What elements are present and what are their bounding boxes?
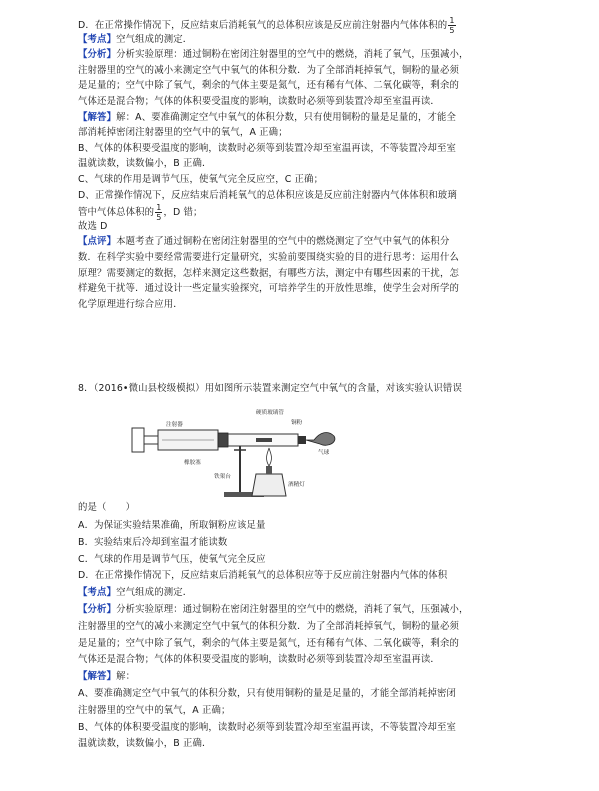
balloon	[306, 433, 335, 446]
line-text: A．为保证实验结果准确，所取铜粉应该足量	[78, 520, 266, 531]
line-text: A、要准确测定空气中氧气的体积分数，只有使用铜粉的量是足量的，才能全部消耗掉密闭	[78, 688, 457, 699]
line-text: 管中气体总体积的	[78, 207, 155, 219]
line-text: 8．（2016•微山县校级模拟）用如图所示装置来测定空气中氧气的含量，对该实验认识错误	[78, 383, 462, 394]
text-line	[78, 500, 524, 515]
text-line	[78, 686, 524, 701]
line-text: C．气球的作用是调节气压，使氧气完全反应	[78, 553, 266, 565]
text-line	[78, 636, 524, 651]
text-line	[78, 188, 524, 203]
text-line	[78, 78, 524, 93]
line-text: 空气组成的测定．	[116, 33, 193, 45]
text-line	[78, 32, 524, 47]
label-glass-tube: 硬质玻璃管	[256, 410, 284, 416]
syringe	[132, 428, 228, 452]
apparatus-figure	[128, 402, 346, 500]
text-line	[78, 110, 524, 125]
text-line	[78, 381, 524, 396]
section-tag: 【考点】	[78, 587, 117, 599]
text-line	[78, 125, 524, 140]
label-lamp: 酒精灯	[288, 482, 305, 488]
fraction-denominator: 5	[449, 26, 455, 35]
line-text: 气体还是混合物；气体的体积要受温度的影响，读数时必须等到装置冷却至室温再读．	[78, 96, 440, 107]
line-text: 注射器里的空气中的氧气，A 正确；	[78, 704, 231, 716]
line-text: 样避免干扰等．通过设计一些定量实验探究，可培养学生的开放性思维，使学生会对所学的	[78, 283, 460, 295]
line-text: 部消耗掉密闭注射器里的空气中的氧气，A 正确；	[78, 127, 288, 139]
text-line	[78, 172, 524, 187]
line-text: 故选 D	[78, 220, 108, 232]
text-line	[78, 281, 524, 296]
text-line	[78, 234, 524, 249]
text-line	[78, 703, 524, 718]
section-tag: 【解答】	[78, 671, 117, 683]
section-tag: 【点评】	[78, 236, 117, 248]
text-line	[78, 736, 524, 751]
label-copper: 铜粉	[291, 420, 303, 426]
line-text: 温就读数，读数偏小，B 正确．	[78, 738, 212, 750]
fraction-numerator: 1	[449, 16, 455, 25]
section-tag: 【分析】	[78, 604, 117, 615]
line-text: D．在正常操作情况下，反应结束后消耗氧气的总体积应该是反应前注射器内气体体积的	[78, 20, 448, 31]
text-line	[78, 266, 524, 281]
line-text: 注射器里的空气的减小来测定空气中氧气的体积分数．为了全部消耗掉氧气，铜粉的量必须	[78, 64, 460, 76]
label-balloon: 气球	[318, 450, 330, 456]
line-text: 解：A、要准确测定空气中氧气的体积分数，只有使用铜粉的量是足量的，才能全	[116, 111, 457, 123]
text-line	[78, 602, 524, 617]
text-line	[78, 141, 524, 156]
line-text: 注射器里的空气的减小来测定空气中氧气的体积分数．为了全部消耗掉氧气，铜粉的量必须	[78, 620, 460, 632]
section-tag: 【解答】	[78, 111, 117, 123]
line-text: B、气体的体积要受温度的影响，读数时必须等到装置冷却至室温再读，不等装置冷却至室	[78, 142, 457, 154]
glass-tube	[228, 434, 306, 446]
line-text: D．在正常操作情况下，反应结束后消耗氧气的总体积应等于反应前注射器内气体的体积	[78, 570, 448, 582]
text-line	[78, 63, 524, 78]
fraction-numerator: 1	[156, 203, 162, 213]
line-text: 气体还是混合物；气体的体积要受温度的影响，读数时必须等到装置冷却至室温再读．	[78, 654, 440, 666]
alcohol-lamp	[252, 448, 286, 496]
text-line	[78, 156, 524, 171]
section-tag: 【考点】	[78, 33, 117, 45]
text-line	[78, 568, 524, 583]
line-text: C、气球的作用是调节气压，使氧气完全反应空，C 正确；	[78, 174, 324, 185]
text-line	[78, 94, 524, 109]
line-text-after: ，D 错；	[163, 207, 203, 219]
text-line	[78, 552, 524, 567]
text-line	[78, 219, 524, 234]
label-syringe: 注射器	[166, 422, 183, 428]
line-text: 原理？需要测定的数据，怎样来测定这些数据，有哪些方法，测定中有哪些因素的干扰，怎	[78, 267, 460, 279]
line-text: 空气组成的测定．	[116, 587, 193, 599]
line-text: B、气体的体积要受温度的影响，读数时必须等到装置冷却至室温再读，不等装置冷却至室	[78, 721, 457, 733]
text-line	[78, 518, 524, 533]
line-text: 分析实验原理：通过铜粉在密闭注射器里的空气中的燃烧，消耗了氧气，压强减小，	[116, 49, 469, 61]
line-text: 解：	[116, 671, 136, 683]
line-text: 本题考查了通过铜粉在密闭注射器里的空气中的燃烧测定了空气中氧气的体积分	[116, 236, 450, 248]
line-text: 是足量的；空气中除了氧气，剩余的气体主要是氮气，还有稀有气体、二氧化碳等，剩余的	[78, 637, 460, 649]
label-stopper: 橡胶塞	[184, 460, 201, 466]
line-text: 数．在科学实验中要经常需要进行定量研究，实验前要围绕实验的目的进行思考：运用什么	[78, 252, 460, 263]
line-text: 化学原理进行综合应用．	[78, 298, 183, 310]
line-text: 分析实验原理：通过铜粉在密闭注射器里的空气中的燃烧，消耗了氧气，压强减小，	[116, 604, 469, 615]
text-line	[78, 619, 524, 634]
line-text: B．实验结束后冷却到室温才能读数	[78, 536, 228, 548]
line-text: 是足量的；空气中除了氧气，剩余的气体主要是氮气，还有稀有气体、二氧化碳等，剩余的	[78, 80, 460, 92]
label-stand: 铁架台	[214, 474, 231, 480]
line-text: 温就读数，读数偏小，B 正确．	[78, 158, 212, 170]
text-line	[78, 250, 524, 265]
text-line	[78, 669, 524, 684]
text-line	[78, 47, 524, 62]
text-line	[78, 720, 524, 735]
text-line	[78, 585, 524, 600]
text-line	[78, 297, 524, 312]
text-line	[78, 652, 524, 667]
line-text: 的是（ ）	[78, 502, 136, 513]
line-text: D、正常操作情况下，反应结束后消耗氧气的总体积应该是反应前注射器内气体体积和玻璃	[78, 189, 457, 201]
text-line	[78, 535, 524, 550]
section-tag: 【分析】	[78, 49, 117, 61]
fraction-denominator: 5	[156, 213, 162, 223]
